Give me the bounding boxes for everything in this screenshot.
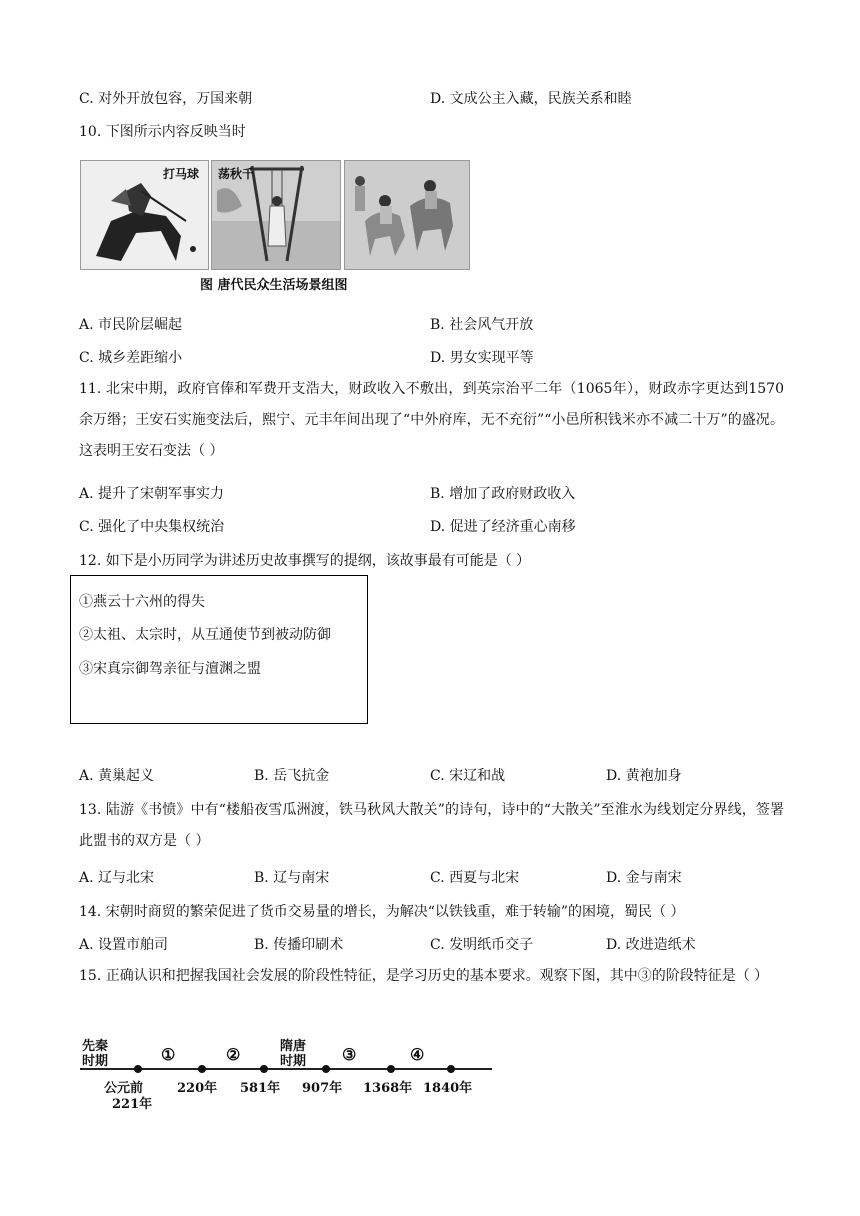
timeline-dot [198, 1065, 206, 1073]
q9-option-c: C. 对外开放包容，万国来朝 [79, 91, 253, 107]
timeline-dot [447, 1065, 455, 1073]
swing-label: 荡秋千 [218, 167, 255, 181]
q9-option-d: D. 文成公主入藏，民族关系和睦 [430, 91, 632, 107]
date-label: 907年 [302, 1081, 343, 1096]
q12-option-d: D. 黄袍加身 [606, 768, 682, 784]
q10-option-d: D. 男女实现平等 [430, 350, 534, 366]
q11-stem: 11. 北宋中期，政府官俸和军费开支浩大，财政收入不敷出，到英宗治平二年（1065年），财政赤字更达到1570余万缗；王安石实施变法后，熙宁、元丰年间出现了“中外府库，无不充衍”“小邑所积钱米亦不减二十万”的盛况。这表明王安石变法（ ） [79, 381, 784, 459]
timeline-dot [260, 1065, 268, 1073]
timeline-mid-top: 隋唐 [280, 1039, 307, 1054]
q13-option-c: C. 西夏与北宋 [430, 870, 520, 886]
q10-option-a: A. 市民阶层崛起 [79, 317, 183, 333]
figure-caption: 图 唐代民众生活场景组图 [200, 278, 348, 293]
q14-stem: 14. 宋朝时商贸的繁荣促进了货币交易量的增长，为解决“以铁钱重，难于转输”的困境，蜀民（ ） [79, 904, 685, 920]
date-label: 1368年 [363, 1081, 413, 1096]
q11-option-d: D. 促进了经济重心南移 [430, 519, 576, 535]
q13-option-b: B. 辽与南宋 [254, 870, 330, 886]
q14-option-b: B. 传播印刷术 [254, 937, 344, 953]
timeline-dot [322, 1065, 330, 1073]
polo-label: 打马球 [163, 167, 200, 181]
q11-option-a: A. 提升了宋朝军事实力 [79, 486, 225, 502]
stage-2: ② [226, 1045, 241, 1064]
timeline-dot [387, 1065, 395, 1073]
q15-stem: 15. 正确认识和把握我国社会发展的阶段性特征，是学习历史的基本要求。观察下图，其中③的阶段特征是（ ） [79, 968, 769, 984]
q13-stem: 13. 陆游《书愤》中有“楼船夜雪瓜洲渡，铁马秋风大散关”的诗句，诗中的“大散关”至淮水为线划定分界线，签署此盟书的双方是（ ） [79, 802, 784, 849]
stage-3: ③ [342, 1045, 357, 1064]
q12-option-b: B. 岳飞抗金 [254, 768, 330, 784]
spring-outing-image [344, 160, 470, 270]
timeline-dot [134, 1065, 142, 1073]
q12-option-c: C. 宋辽和战 [430, 768, 506, 784]
timeline-mid-bottom: 时期 [280, 1054, 307, 1069]
q12-option-a: A. 黄巢起义 [79, 768, 155, 784]
date-label: 221年 [112, 1097, 153, 1112]
stage-1: ① [161, 1045, 176, 1064]
date-label: 220年 [177, 1081, 218, 1096]
outline-item: ③宋真宗御驾亲征与澶渊之盟 [79, 661, 261, 677]
tang-life-images [80, 160, 470, 270]
q11-option-c: C. 强化了中央集权统治 [79, 519, 225, 535]
timeline-start-bottom: 时期 [82, 1054, 109, 1069]
q14-option-d: D. 改进造纸术 [606, 937, 696, 953]
q10-option-c: C. 城乡差距缩小 [79, 350, 183, 366]
polo-image [80, 160, 209, 270]
outline-item: ②太祖、太宗时，从互通使节到被动防御 [79, 627, 331, 643]
timeline-start-top: 先秦 [82, 1039, 109, 1054]
q11-option-b: B. 增加了政府财政收入 [430, 486, 576, 502]
date-label: 公元前 [104, 1081, 144, 1096]
outline-item: ①燕云十六州的得失 [79, 594, 205, 610]
q13-option-d: D. 金与南宋 [606, 870, 682, 886]
stage-4: ④ [410, 1045, 425, 1064]
q14-option-c: C. 发明纸币交子 [430, 937, 534, 953]
date-label: 581年 [240, 1081, 281, 1096]
q14-option-a: A. 设置市舶司 [79, 937, 169, 953]
q13-option-a: A. 辽与北宋 [79, 870, 155, 886]
outline-box [70, 575, 368, 724]
history-timeline [80, 1035, 495, 1115]
swing-image [211, 160, 341, 270]
date-label: 1840年 [423, 1081, 473, 1096]
q10-stem: 10. 下图所示内容反映当时 [79, 124, 246, 140]
q10-option-b: B. 社会风气开放 [430, 317, 534, 333]
q12-stem: 12. 如下是小历同学为讲述历史故事撰写的提纲，该故事最有可能是（ ） [79, 553, 531, 569]
